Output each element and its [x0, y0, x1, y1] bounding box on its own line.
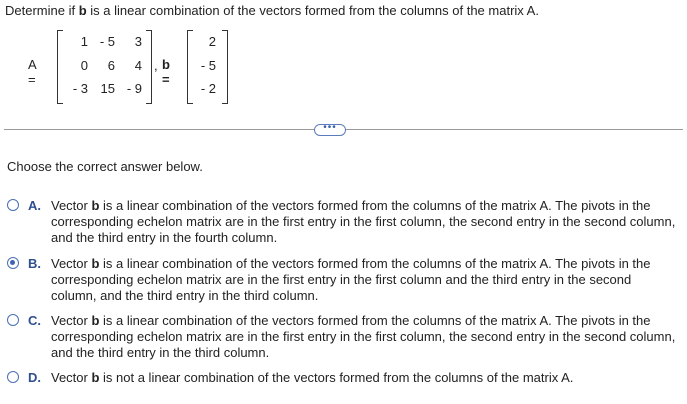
- option-b-line: corresponding echelon matrix are in the first entry in the first column and the third entry in the second: [51, 272, 632, 287]
- question-bold-b: b: [78, 3, 87, 18]
- option-a-line: and the third entry in the fourth column.: [51, 230, 278, 245]
- option-c-line: and the third entry in the third column.: [51, 345, 270, 360]
- option-b-text: [51, 256, 681, 304]
- matrix-a-cell: 15: [100, 81, 115, 96]
- option-b-letter: B.: [28, 256, 41, 271]
- question-text: [5, 3, 539, 19]
- option-a-line: Vector b is a linear combination of the vectors formed from the columns of the matrix A. The pivots in the: [51, 198, 651, 213]
- option-a-line: corresponding echelon matrix are in the first entry in the first column, the second entry in the second column,: [51, 214, 676, 229]
- vector-b-label: b =: [162, 57, 170, 87]
- option-d-radio[interactable]: [7, 371, 19, 383]
- option-b-line: Vector b is a linear combination of the vectors formed from the columns of the matrix A. The pivots in the: [51, 256, 651, 271]
- vector-b-cell: - 2: [200, 81, 216, 96]
- matrix-separator: ,: [154, 58, 158, 73]
- option-a-radio[interactable]: [7, 199, 19, 211]
- option-d-letter: D.: [28, 370, 41, 385]
- option-a-letter: A.: [28, 198, 41, 213]
- matrix-a-cell: 6: [107, 58, 115, 73]
- matrix-a-cell: 1: [80, 34, 88, 49]
- matrix-a-label: A =: [28, 57, 36, 87]
- matrix-a-cell: 4: [134, 58, 142, 73]
- question-prefix: Determine if: [5, 3, 79, 18]
- matrix-a-cell: 3: [134, 34, 142, 49]
- option-d-text: [51, 370, 681, 386]
- option-c-line: corresponding echelon matrix are in the first entry in the first column, the second entry in the second column,: [51, 329, 676, 344]
- option-b-radio[interactable]: [7, 257, 19, 269]
- matrix-a-right-bracket: [146, 30, 152, 104]
- question-suffix: is a linear combination of the vectors formed from the columns of the matrix A.: [86, 3, 539, 18]
- option-a-text: [51, 198, 681, 246]
- option-c-text: [51, 313, 681, 361]
- matrix-a-cell: - 9: [126, 81, 142, 96]
- matrix-a-cell: - 5: [99, 34, 115, 49]
- matrix-a-cell: 0: [80, 58, 88, 73]
- option-c-radio[interactable]: [7, 314, 19, 326]
- option-b-line: column, and the third entry in the third column.: [51, 288, 319, 303]
- vector-b-right-bracket: [222, 30, 228, 104]
- matrix-a-cell: - 3: [72, 81, 88, 96]
- more-options-button[interactable]: •••: [314, 124, 346, 136]
- option-c-letter: C.: [28, 313, 41, 328]
- vector-b-cell: 2: [208, 34, 216, 49]
- option-c-line: Vector b is a linear combination of the vectors formed from the columns of the matrix A. The pivots in the: [51, 313, 651, 328]
- option-d-line: Vector b is not a linear combination of the vectors formed from the columns of the matrix A.: [51, 370, 574, 385]
- vector-b-cell: - 5: [200, 58, 216, 73]
- answer-prompt: Choose the correct answer below.: [7, 159, 203, 174]
